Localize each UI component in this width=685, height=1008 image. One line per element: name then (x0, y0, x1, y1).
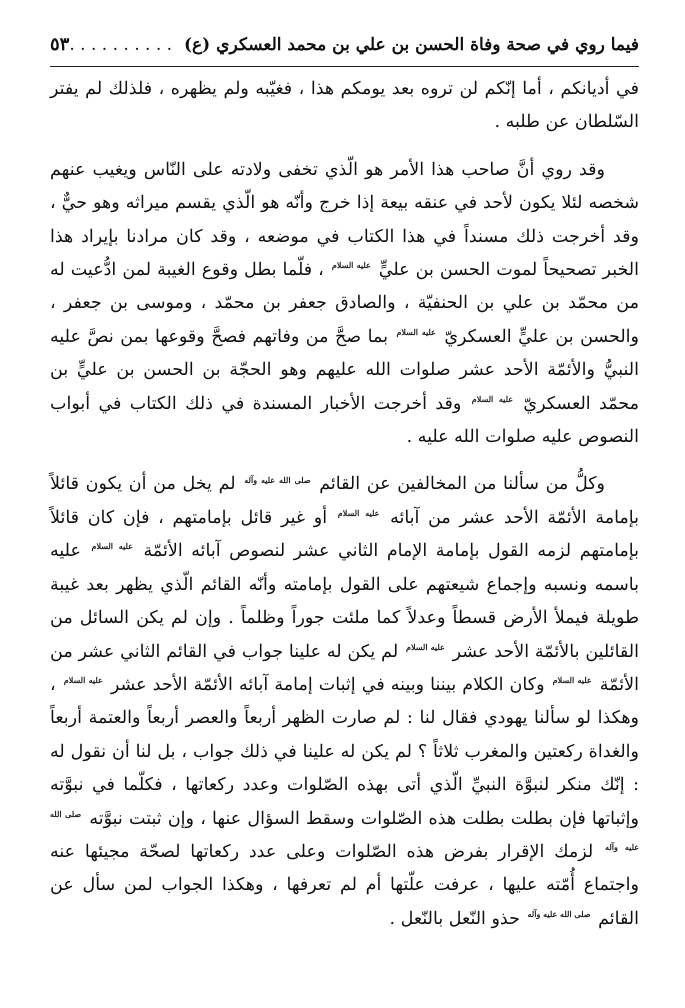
paragraph-text: عليه باسمه ونسبه وإجماع شيعتهم على القول بإمامته وأنّه القائم الّذي يظهر بعد غيبة طويلة فيملأ الأرض قسطاً وعدلاً كما ملئت جوراً وظلماً . وإن لم يكن السائل من القائلين بالأئمّة الأحد عشر (50, 541, 639, 662)
honorific-glyph: عليه السلام (396, 327, 436, 338)
paragraph-text: وكلُّ من سألنا من المخالفين عن القائم (319, 474, 605, 495)
paragraph-text: لزمك الإقرار بفرض هذه الصّلوات وعلى عدد ركعاتها لصحّة مجيئها عنه واجتماع أُمّته عليها ، عرفت علّتها أم لم تعرفها ، وهكذا الجواب لمن سأل عن القائم (50, 841, 639, 929)
honorific-glyph: عليه السلام (91, 541, 133, 552)
paragraph-2 (50, 154, 639, 455)
paragraph-text: ، فلّما بطل وقوع الغيبة لمن ادُّعيت له من محمّد بن علي بن الحنفيّة ، والصادق جعفر بن محمّد ، وموسى بن جعفر ، والحسن بن عليٍّ العسكريّ (50, 260, 639, 347)
paragraph-text: في أديانكم ، أما إنّكم لن تروه بعد يومكم هذا ، فغيّبه ولم يظهره ، فلذلك لم يفتر السّلطان عن طلبه . (50, 79, 639, 133)
honorific-glyph: عليه السلام (406, 641, 445, 652)
page-number: ٥٣ (50, 34, 70, 55)
honorific-glyph: صلى الله عليه وآله (527, 908, 591, 919)
paragraph-text: وكان الكلام بيننا وبينه في إثبات إمامة آبائه الأئمّة الأحد عشر (110, 674, 545, 695)
paragraph-text: لم يخل من أن يكون قائلاً بإمامة الأئمّة الأحد عشر من آبائه (50, 474, 639, 528)
paragraph-text: لم يكن له علينا جواب في القائم الثاني عشر من الأئمّة (50, 641, 639, 695)
chapter-title (69, 30, 639, 60)
chapter-title-text: فيما روي في صحة وفاة الحسن بن علي بن محمد العسكري (ع) (183, 35, 639, 55)
running-header (50, 30, 639, 67)
leader-dots: . . . . . . . . . . (69, 35, 173, 55)
paragraph-1 (50, 73, 639, 140)
paragraph-text: بما صحَّ من وفاتهم فصحَّ وقوعها بمن نصَّ عليه النبيُّ والأئمّة الأحد عشر صلوات الله عليهم وهو الحجّة بن الحسن بن عليٍّ بن محمّد العسكريّ (50, 326, 639, 414)
honorific-glyph: صلى الله عليه وآله (50, 808, 639, 853)
honorific-glyph: عليه السلام (552, 675, 592, 686)
paragraph-text: وقد أخرجت الأخبار المسندة في ذلك الكتاب في أبواب النصوص عليه صلوات الله عليه . (50, 393, 639, 448)
honorific-glyph: عليه السلام (337, 508, 380, 519)
paragraph-text: وقد روي أنَّ صاحب هذا الأمر هو الّذي تخفى ولادته على النّاس ويغيب عنهم شخصه لئلا يكون لأحد في عنقه بيعة إذا خرج وأنّه هو الّذي يقسم ميراثه وهو حيٌّ ، وقد أخرجت ذلك مسنداً في هذا الكتاب في موضعه ، وقد كان مرادنا بإيراد هذا الخبر تصحيحاً لموت الحسن بن عليٍّ (50, 159, 639, 281)
honorific-glyph: صلى الله عليه وآله (244, 474, 311, 485)
paragraph-text: ، وهكذا لو سألنا يهودي فقال لنا : لم صارت الظهر أربعاً والعصر أربعاً والعتمة أربعاً والغداة ركعتين والمغرب ثلاثاً ؟ لم يكن له علينا في ذلك جواب ، بل لنا أن نقول له : إنّك منكر لنبوَّة النبيِّ الّذي أتى بهذه الصّلوات وعدد ركعاتها ، فكلّما في نبوَّته وإثباتها فإن بطلت بطلت هذه الصّلوات وسقط السؤال عنها ، وإن ثبتت نبوَّته (50, 674, 639, 829)
paragraph-text: حذو النّعل بالنّعل . (389, 908, 520, 929)
honorific-glyph: عليه السلام (331, 260, 371, 271)
paragraph-text: أو غير قائل بإمامتهم ، فإن كان قائلاً بإمامتهم لزمه القول بإمامة الإمام الثاني عشر لنصوص آبائه الأئمّة (50, 507, 639, 562)
paragraph-3 (50, 468, 639, 936)
honorific-glyph: عليه السلام (471, 393, 513, 404)
honorific-glyph: عليه السلام (63, 675, 103, 686)
